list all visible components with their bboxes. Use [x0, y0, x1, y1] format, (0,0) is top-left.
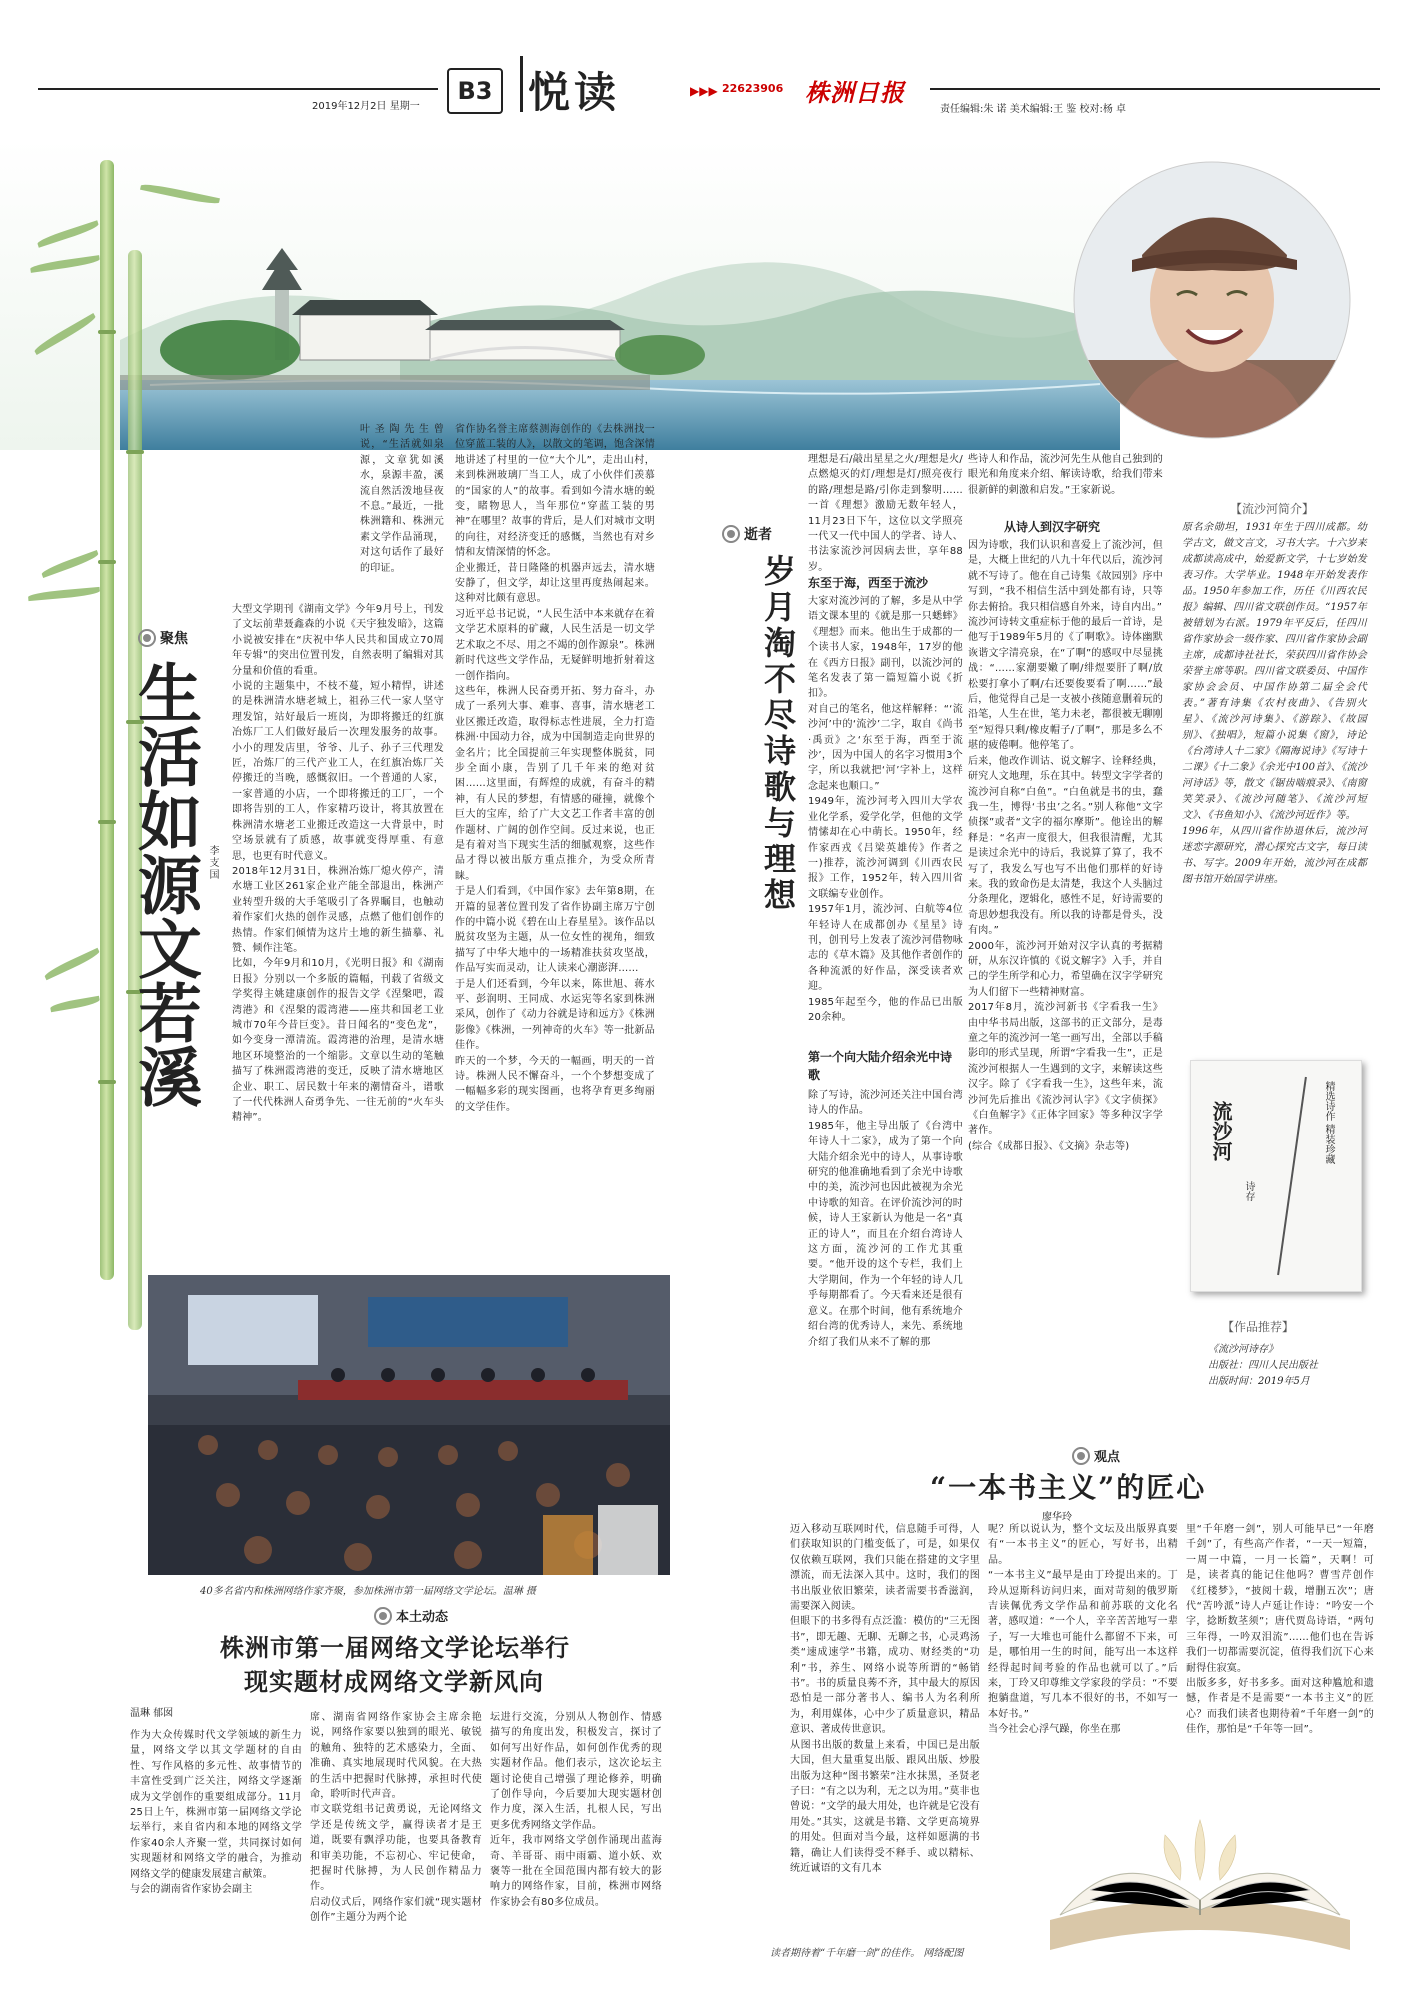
book-title: 流沙河 [1209, 1101, 1233, 1161]
article2-subhead-2: 第一个向大陆介绍余光中诗歌 [808, 1050, 953, 1082]
article4-title-1: 株洲市第一届网络文学论坛举行 [220, 1633, 570, 1662]
tag-dot-icon [722, 525, 740, 543]
intro-heading: 【流沙河简介】 [1230, 502, 1315, 516]
header-editors: 责任编辑:朱 诺 美术编辑:王 鉴 校对:杨 卓 [940, 104, 1127, 115]
bamboo-leaf-icon [40, 550, 99, 578]
article2-lead: 理想是石/敲出星星之火/理想是火/点燃熄灭的灯/理想是灯/照亮夜行的路/理想是路/引你走到黎明……一首《理想》激励无数年轻人，11月23日下午，这位以文学照亮一代又一代中国人的学者、诗人、书法家流沙河因病去世，享年88岁。 [808, 454, 963, 573]
article2-col-b: 些诗人和作品，流沙河先生从他自己独到的眼光和角度来介绍、解读诗歌，给我们带来很新鲜的刺激和启发。”王家新说。 [968, 454, 1163, 496]
bamboo-node [98, 1080, 116, 1084]
article2-subhead-3: 从诗人到汉字研究 [1004, 520, 1101, 534]
arrow-icon: ▶▶▶ [690, 84, 718, 98]
article4-col-c: 坛进行交流，分别从人物创作、情感描写的角度出发，积极发言，探讨了如何写出好作品，如何创作优秀的现实题材作品。他们表示，这次论坛主题讨论使自己增强了理论修养，明确了创作导向，今后要加大现实题材创作力度，深入生活，扎根人民，写出更多优秀网络文学作品。 近年，我市网络文学创作涌现出蓝海奇、羊哥哥、雨中雨霸、道小妖、欢褒等一批在全国范围内都有较大的影响力的网络作家，目前，株洲市网络作家协会有80多位成员。 [490, 1712, 662, 1908]
article3-photo-caption: 读者期待着“千年磨一剑”的佳作。 网络配图 [770, 1948, 964, 1959]
tag-obituary [722, 524, 772, 544]
tag-label: 聚焦 [160, 631, 188, 647]
header-rule-right [930, 88, 1380, 90]
tag-viewpoint [1072, 1446, 1120, 1465]
article3-col-c: 里“千年磨一剑”，别人可能早已“一年磨千剑”了，有些高产作者，“一天一短篇，一周一中篇，一月一长篇”，天啊！可是，读者真的能记住他吗？曹雪芹创作《红楼梦》，“披阅十载，增删五次”；唐代“苦吟派”诗人卢延让作诗：“吟安一个字，捻断数茎须”；唐代贾岛诗语，“两句三年得，一吟双泪流”……他们也在告诉我们一切都需要沉淀，值得我们沉下心来耐得住寂寞。 出版多多，好书多多。面对这种尴尬和遗憾，作者是不是需要“一本书主义”的匠心？而我们读者也期待着“千年磨一剑”的佳作，那怕是“千年等一回”。 [1186, 1524, 1374, 1736]
article1-title: 生活如源文若溪 [127, 660, 202, 1108]
book-subtitle: 诗存 [1243, 1181, 1254, 1201]
article2-subhead-1: 东至于海，西至于流沙 [808, 576, 929, 590]
section-title: 悦读 [528, 68, 621, 117]
header-rule-left [38, 88, 438, 90]
book-cover [1190, 1060, 1362, 1292]
tag-label: 逝者 [744, 527, 772, 543]
bamboo-node [126, 450, 144, 454]
tag-dot-icon [1072, 1447, 1090, 1465]
article3-author: 廖华玲 [1042, 1512, 1072, 1523]
article3-title: “一本书主义”的匠心 [930, 1471, 1207, 1504]
article1-author: 李支国 [207, 845, 218, 881]
article2-col-a2: 大家对流沙河的了解，多是从中学语文课本里的《就是那一只蟋蟀》《理想》而来。他出生于成都的一个读书人家，1948年，17岁的他在《西方日报》副刊，以流沙河的笔名发表了第一篇短篇小说《折扣》。 对自己的笔名，他这样解释：“‘流沙河’中的‘流沙’二字，取自《尚书·禹贡》之‘东至于海，西至于流沙’，因为中国人的名字习惯用3个字，所以我就把‘河’字补上，这样念起来也顺口。” 1949年，流沙河考入四川大学农业化学系，爱学化学，但他的文学情愫却在心中萌长。1950年，经作家西戎《吕梁英雄传》作者之一)推荐，流沙河调到《川西农民报》工作，1952年，转入四川省文联编专业创作。 1957年1月，流沙河、白航等4位年轻诗人在成都创办《星星》诗刊，创刊号上发表了流沙河借物咏志的《草木篇》及其他作者创作的各种流派的好作品，深受读者欢迎。 1985年起至今，他的作品已出版20余种。 [808, 596, 963, 1023]
recommend-line-2: 出版社：四川人民出版社 [1208, 1360, 1318, 1371]
header-phone: 22623906 [722, 82, 784, 95]
header-bracket [520, 56, 523, 112]
page-number: B3 [447, 68, 503, 114]
bamboo-leaf-icon [43, 948, 101, 981]
bamboo-leaf-icon [50, 996, 101, 1013]
article3-col-a: 迈入移动互联网时代，信息随手可得，人们获取知识的门槛变低了，可是，如果仅仅依赖互联网，我们只能在搭建的文字里漂流，而无法深入其中。这时，我们的图书出版业依旧繁荣，读者需要书香滋润，需要深入阅读。 但眼下的书多得有点泛滥：模仿的“三无图书”，即无趣、无聊、无聊之书，心灵鸡汤类“速成速学”书籍，成功、财经类的“功利”书，养生、网络小说等所谓的“畅销书”。书的质量良莠不齐，其中最大的原因恐怕是一部分著书人、编书人为名利所为，利用媒体，心中少了质量意识，精品意识、著成传世意识。 从图书出版的数量上来看，中国已是出版大国，但大量重复出版、跟风出版、炒股出版为这种“图书繁荣”注水抹黑，圣贤老子曰：“有之以为利，无之以为用。”莫非也曾说：“文学的最大用处，也许就是它没有用处。”其实，这就是书籍、文学更高境界的用处。但面对当今最，这样如愿满的书籍，确让人们读得受不释手、或以精标、统近诚语的文有几本 [790, 1524, 980, 1874]
tag-local [374, 1606, 448, 1625]
intro-text: 原名余勋坦，1931年生于四川成都。幼学古文，做文言文，习书大字。十六岁来成都读高成中，始爱新文学，十七岁始发表习作。大学毕业。1948年开始发表作品。1950年参加工作，历任《川西农民报》编辑、四川省文联创作员。“1957年被错划为右派。1979年平反后，任四川省作家协会一级作家、四川省作家协会副主席，成都诗社社长，荣获四川省作协会荣誉主席等职。四川省文联委员、中国作家协会会员、中国作协第二届全会代表。”著有诗集《农村夜曲》、《告别火星》、《流沙河诗集》、《游踪》、《故园别》、《独唱》，短篇小说集《窗》，诗论《台湾诗人十二家》《隔海说诗》《写诗十二课》《十二象》《余光中100首》、《流沙河诗话》等，散文《锯齿啮痕录》、《南窗笑笑录》、《流沙河随笔》、《流沙河短文》、《书鱼知小》、《流沙河近作》等。 1996年，从四川省作协退休后，流沙河迷恋字源研究，潜心探究古文字，每日读书、写字。2009年开始，流沙河在成都图书馆开始国学讲座。 [1182, 522, 1367, 885]
tag-focus [138, 628, 188, 648]
tag-dot-icon [138, 629, 156, 647]
article2-col-a3: 除了写诗，流沙河还关注中国台湾诗人的作品。 1985年，他主导出版了《台湾中年诗人十二家》，成为了第一个向大陆介绍余光中的诗人，从事诗歌研究的他准确地看到了余光中诗歌中的美，流沙河也因此被视为余光中诗歌的知音。在评价流沙河的时候，诗人王家新认为他是一名“真正的诗人”，而且在介绍台湾诗人这方面，流沙河的工作尤其重要。“他开设的这个专栏，我们上大学期间，作为一个年轻的诗人几乎每期都看了。今天看来还是很有意义。在那个时间，他有系统地介绍台湾的优秀诗人，来先、系统地介绍了我们从来不了解的那 [808, 1090, 963, 1348]
bamboo-stalk-icon [100, 160, 114, 1280]
forum-photo-caption: 40多名省内和株洲网络作家齐聚，参加株洲市第一届网络文学论坛。温琳 摄 [200, 1586, 536, 1597]
header-date: 2019年12月2日 星期一 [312, 101, 420, 112]
book-stroke [1277, 1077, 1307, 1275]
bamboo-node [98, 820, 116, 824]
article2-title: 岁月淘不尽诗歌与理想 [759, 554, 797, 914]
recommend-line-1: 《流沙河诗存》 [1208, 1344, 1278, 1355]
article3-col-b: 呢？所以说认为，整个文坛及出版界真要有“一本书主义”的匠心，写好书，出精品。 “一本书主义”最早是由丁玲提出来的。丁玲从逗斯科访问归来，面对苛刻的俄罗斯吉读佩优秀文学作品和前苏联的文化名著，感叹道：“一个人，辛辛苦苦地写一辈子，写一大堆也可能什么都留不下来，可是，哪怕用一生的时间，能写出一本这样经得起时间考验的作品也就可以了。”后来，丁玲又印尊维文学家段的学员：“不要抱躺盘道，写几本不很好的书，不如写一本好书。” 当今社会心浮气躁，你坐在那 [988, 1524, 1178, 1736]
bamboo-leaf-icon [28, 587, 100, 601]
portrait-photo [1072, 160, 1352, 440]
article1-col-c: 省作协名誉主席蔡测海创作的《去株洲找一位穿蓝工装的人》，以散文的笔调，饱含深情地讲述了村里的一位“大个儿”，走出山村，来到株洲玻璃厂当工人，成了小伙伴们羡慕的“国家的人”的故事。看到如今清水塘的蜕变，睹物思人，当年那位“穿蓝工装的男神”在哪里？故事的背后，是人们对城市文明的向往，对经济变迁的感慨，当然也有对乡情和友情深情的怀念。 企业搬迁，昔日隆隆的机器声远去，清水塘安静了，但文学，却让这里再度热闹起来。这种对比颇有意思。 习近平总书记说，“人民生活中本来就存在着文学艺术原料的矿藏，人民生活是一切文学艺术取之不尽、用之不竭的创作源泉”。株洲新时代这些文学作品，无疑鲜明地折射着这一创作指向。 这些年，株洲人民奋勇开拓、努力奋斗，办成了一系列大事、难事、喜事，清水塘老工业区搬迁改造，取得标志性进展，全力打造株洲·中国动力谷，成为中国制造走向世界的金名片；比全国提前三年实现整体脱贫，同步全面小康，告别了几千年来的绝对贫困……这里面，有辉煌的成就，有奋斗的精神，有人民的梦想，有情感的碰撞，就像个巨大的宝库，给了广大文艺工作者丰富的创作题材、广阔的创作空间。反过来说，也正是有着对当下现实生活的细腻观察，这些作品才得以被出版方重点推介，为受众所青睐。 于是人们看到，《中国作家》去年第8期，在开篇的显著位置刊发了省作协副主席万宁创作的中篇小说《碧在山上春星星》。该作品以脱贫攻坚为主题，从一位女性的视角，细致描写了中华大地中的一场精准扶贫攻坚战，作品写实而灵动，让人读来心潮澎湃…… 于是人们还看到，今年以来，陈世旭、蒋水平、彭润明、王同成、水运宪等名家到株洲采风，创作了《动力谷就是诗和远方》《株洲影像》《株洲，一列神奇的火车》等一批新品佳作。 昨天的一个梦，今天的一幅画，明天的一首诗。株洲人民不懈奋斗，一个个梦想变成了一幅幅多彩的现实图画，也将孕育更多绚丽的文学佳作。 [455, 424, 655, 1113]
article2-col-b2: 因为诗歌，我们认识和喜爱上了流沙河，但是，大概上世纪的八九十年代以后，流沙河就不写诗了。他在自己诗集《故园别》序中写到，“我不相信生活中到处都有诗，只等你去俯拾。我只相信感自外来，诗自内出。” 流沙河诗转文重症标于他的最后一首诗，是他写于1989年5月的《了啊歌》。诗体幽默诙谐文字清亮泉，在“了啊”的感叹中尽显挑战：“……家潮要嫩了啊/绯煜要肝了啊/放松要打拿小了啊/右还要俊要看了啊……”最后，他觉得自己是一支被小孩随意删着玩的沿笔，人生在世，笔力未老，都很被无聊刚至“短得只剩/橡皮帽子/了啊”，那是多么不堪的疲倦啊。他停笔了。 后来，他改作训诂、说文解字、诠释经典，研究人文地理，乐在其中。转型文字学者的流沙河自称“白鱼”。“白鱼就是书的虫，蠢我一生，博得‘书虫’之名。”别人称他“文字侦探”或者“文字的福尔摩斯”。他诠出的解释是：“名声一度很大，但我很清醒，尤其是读过余光中的诗后，我说算了算了，我不写了，我发么写也写不出他们那样的好诗来。我的致命伤是太清楚，我这个人头脑过分条理化，逻辑化，感性不足，好诗需要的奇思妙想我没有。所以我的诗都是骨头，没有肉。” 2000年，流沙河开始对汉字认真的考据精研，从东汉许慎的《说文解字》入手，并自己的学生所学和心力，希望确在汉字学研究为人们留下一些精神财富。 2017年8月，流沙河新书《字看我一生》由中华书局出版，这部书的正文部分，是毒童之年的流沙河一笔一画写出，全部以手稿影印的形式呈现，所谓“字看我一生”，正是流沙河根据人一生遇到的文字，来解读这些汉字。除了《字看我一生》，这些年来，流沙河先后推出《流沙河认字》《文字侦探》《白鱼解字》《正体字回家》等多种汉字学著作。 (综合《成都日报》、《文摘》杂志等) [968, 540, 1163, 1152]
bamboo-node [98, 560, 116, 564]
recommend-line-3: 出版时间：2019年5月 [1208, 1376, 1310, 1387]
article4-author: 温琳 郁囡 [130, 1708, 174, 1719]
article1-col-b: 大型文学期刊《湖南文学》今年9月号上，刊发了文坛前辈聂鑫森的小说《天宇独发暗》，这篇小说被安排在“庆祝中华人民共和国成立70周年专辑”的突出位置刊发，自然表明了编辑对其分量和价值的看重。 小说的主题集中，不枝不蔓，短小精悍，讲述的是株洲清水塘老城上，祖孙三代一家人坚守理发馆，站好最后一班岗，为即将搬迁的红旗冶炼厂工人们做好最后一次理发服务的故事。小小的理发店里，爷爷、儿子、孙子三代理发匠，冶炼厂的三代产业工人，在红旗冶炼厂关停搬迁的当晚，感慨叙旧。一个普通的人家，一家普通的小店，一个即将搬迁的工厂，一个即将告别的工人，作家精巧设计，将其放置在株洲清水塘老工业搬迁改造这一大背景中，时空场景就有了质感，故事就变得厚重、有意思，也更有时代意义。 2018年12月31日，株洲冶炼厂熄火停产，清水塘工业区261家企业产能全部退出，株洲产业转型升级的大手笔吸引了各界瞩目，也触动着作家们火热的创作灵感，点燃了他们创作的热情。作家们倾情为这片土地的新生描摹、礼赞、倾作注笔。 比如，今年9月和10月，《光明日报》和《湖南日报》分别以一个多版的篇幅，刊载了省级文学奖得主姚建康创作的报告文学《涅槃吧，霞湾港》和《涅槃的霞湾港——座共和国老工业城市70年今昔巨变》。昔日闻名的“变色龙”，如今变身一潭清流。霞湾港的治理，是清水塘地区环境整治的一个缩影。文章以生动的笔触描写了株洲霞湾港的变迁，反映了清水塘地区企业、职工、居民数十年来的潮情奋斗，谱歌了一代代株洲人奋勇争先、一往无前的“火车头精神”。 [232, 604, 444, 1124]
newspaper-logo: 株洲日报 [805, 78, 905, 107]
open-book-illustration [1030, 1780, 1370, 1960]
tag-label: 本土动态 [396, 1610, 449, 1625]
article1-lead: 叶圣陶先生曾说，“生活就如泉源，文章犹如溪水，泉源丰盈，溪流自然活泼地昼夜不息。”最近，一批株洲籍和、株洲元素文学作品涌现，对这句话作了最好的印证。 [360, 424, 444, 574]
forum-photo [148, 1275, 670, 1575]
article4-title-2: 现实题材成网络文学新风向 [244, 1667, 544, 1696]
tag-label: 观点 [1094, 1450, 1121, 1465]
recommend-heading: 【作品推荐】 [1222, 1320, 1295, 1334]
article4-col-b: 席、湖南省网络作家协会主席余艳说，网络作家要以独到的眼光、敏锐的触角、独特的艺术感染力，全面、准确、真实地展现时代风貌。在大热的生活中把握时代脉搏，承担时代使命，聆听时代声音。 市文联党组书记黄勇说，无论网络文学还是传统文学，赢得读者才是王道，既要有飘浮功能，也要具备教育和审美功能，不忘初心、牢记使命，把握时代脉搏，为人民创作精品力作。 启动仪式后，网络作家们就“现实题材创作”主题分为两个论 [310, 1712, 482, 1924]
landscape-illustration [0, 140, 1120, 450]
article4-col-a: 作为大众传媒时代文学领域的新生力量，网络文学以其文学题材的自由性、写作风格的多元性、故事情节的丰富性受到广泛关注，网络文学逐渐成为文学创作的重要组成部分。11月25日上午，株洲市第一届网络文学论坛举行，来自省内和本地的网络文学作家40余人齐聚一堂，共同探讨如何实现题材和网络文学的融合，为推动网络文学的健康发展建言献策。 与会的湖南省作家协会副主 [130, 1730, 302, 1896]
bamboo-node [98, 330, 116, 334]
book-spine-text: 精选诗作 精装珍藏 [1323, 1081, 1334, 1165]
tag-dot-icon [374, 1607, 392, 1625]
